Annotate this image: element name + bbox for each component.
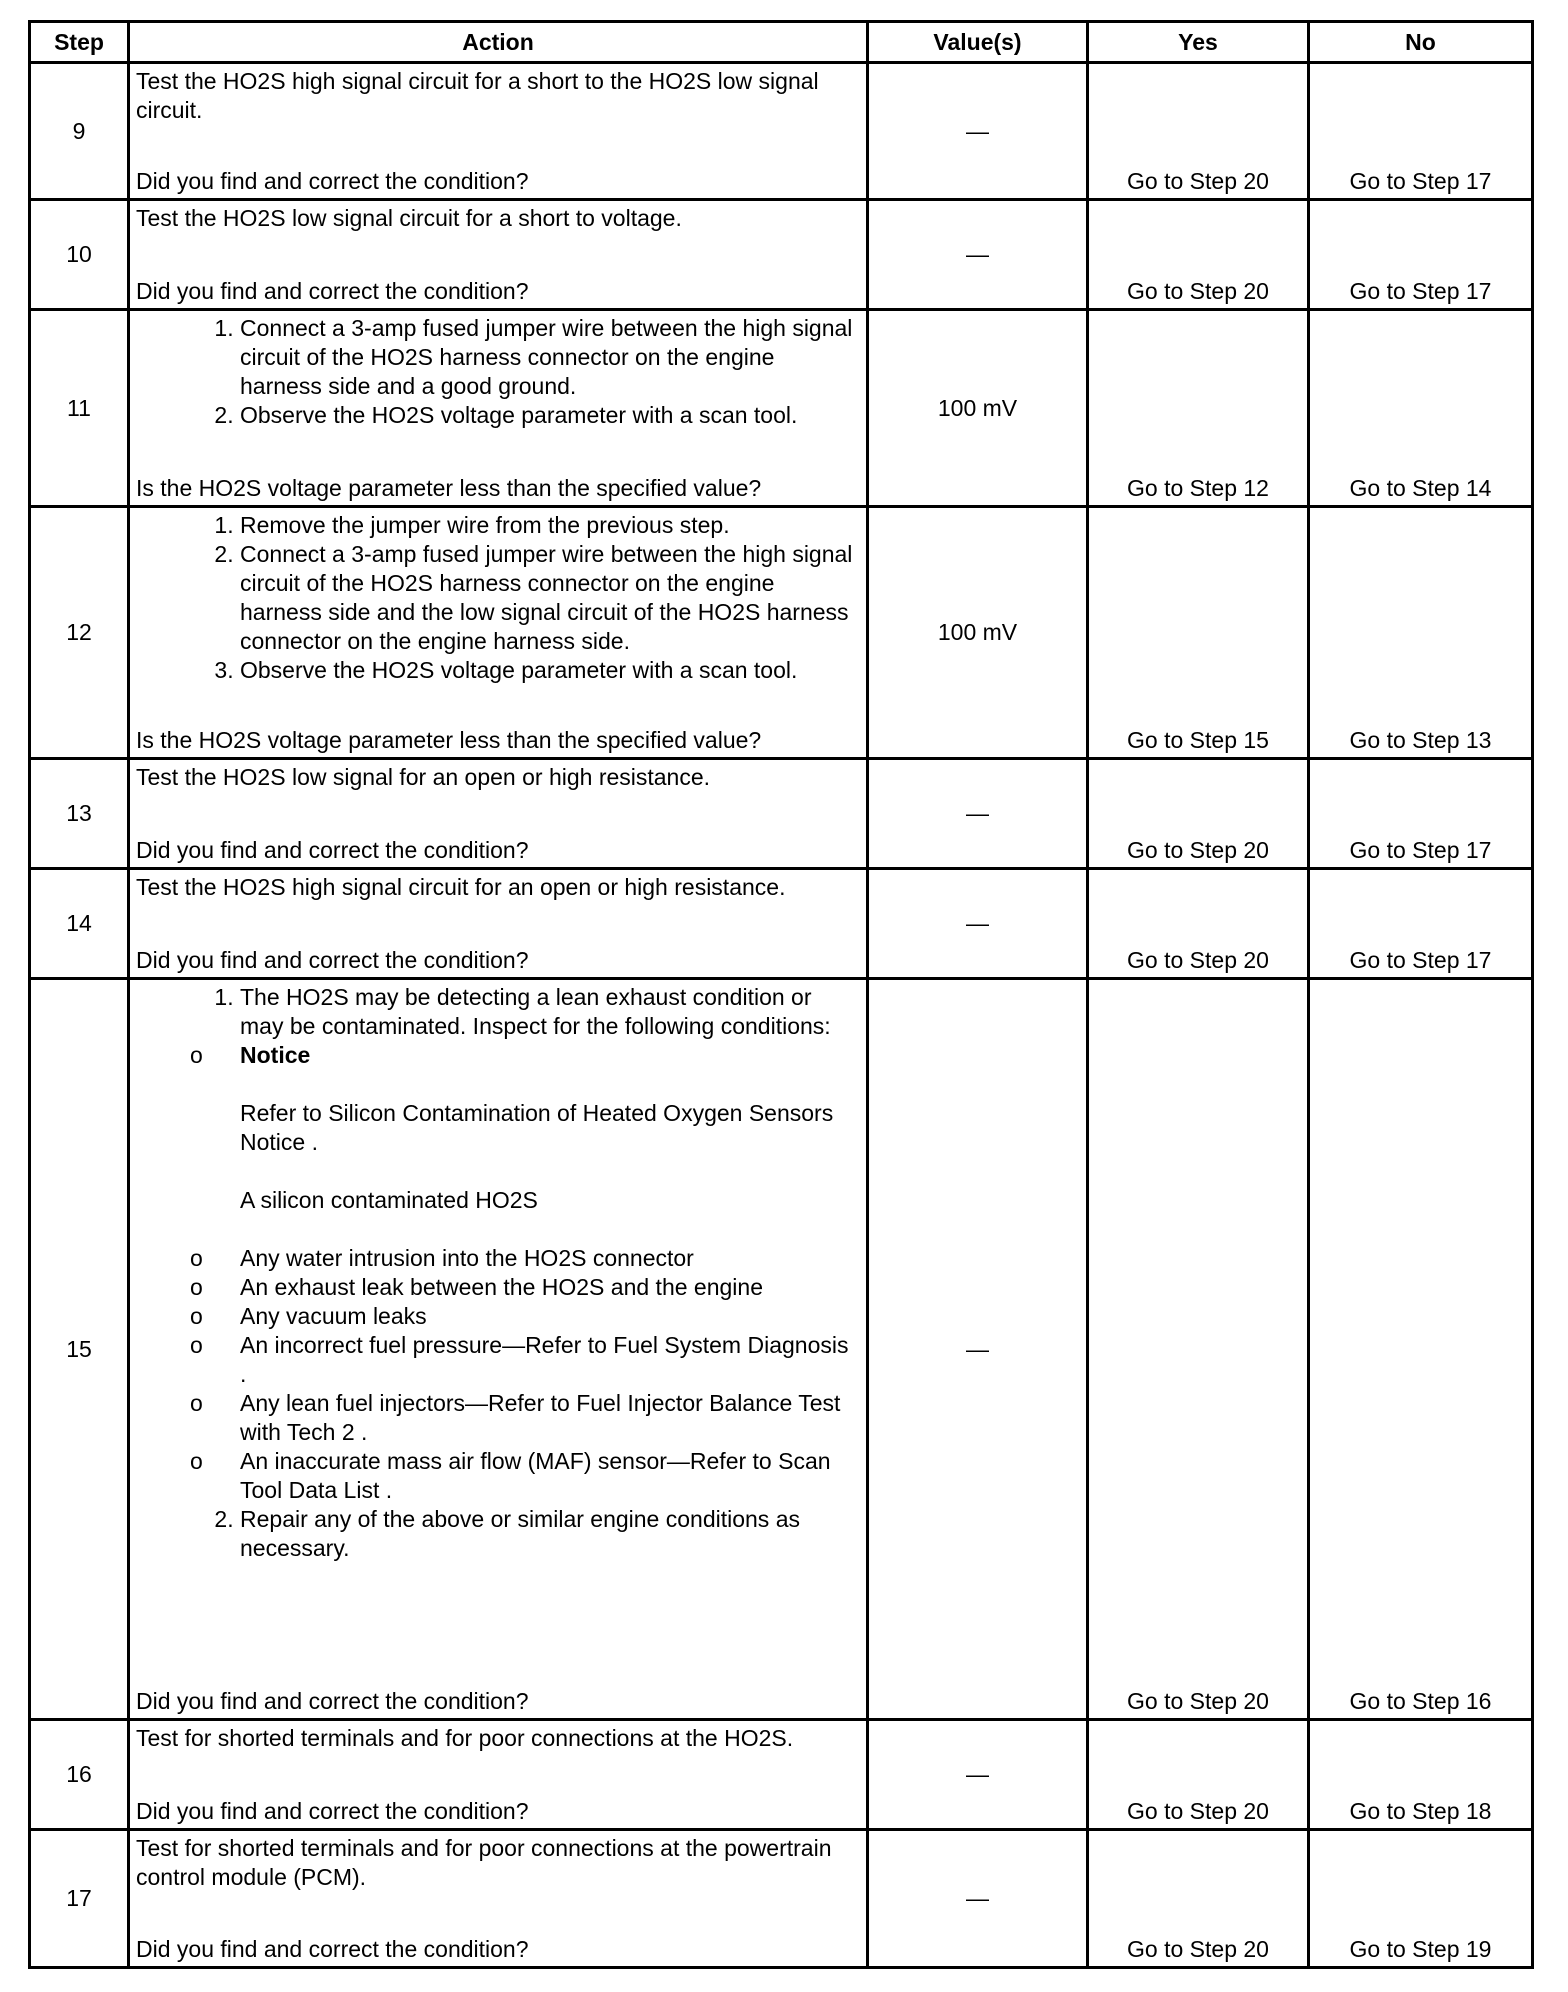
yes-goto: Go to Step 20 <box>1127 168 1269 194</box>
step-number: 15 <box>30 979 129 1720</box>
no-goto: Go to Step 17 <box>1349 168 1492 194</box>
list-item-text: The HO2S may be detecting a lean exhaust condition or may be contaminated. Inspect for the following conditions: <box>240 984 831 1039</box>
value-cell: 100 mV <box>868 310 1088 507</box>
yes-cell <box>1088 63 1309 200</box>
action-cell <box>129 63 868 200</box>
action-question: Did you find and correct the condition? <box>136 278 529 304</box>
value-cell: — <box>868 200 1088 310</box>
header-action: Action <box>129 22 868 63</box>
step-number: 14 <box>30 869 129 979</box>
yes-goto: Go to Step 20 <box>1127 947 1269 973</box>
condition-list <box>190 1041 860 1505</box>
condition-text: Any vacuum leaks <box>240 1303 427 1329</box>
yes-goto: Go to Step 12 <box>1127 475 1269 501</box>
condition-text: Any water intrusion into the HO2S connector <box>240 1245 694 1271</box>
bullet-glyph: o <box>190 1448 203 1474</box>
action-question: Did you find and correct the condition? <box>136 837 529 863</box>
value-cell: 100 mV <box>868 507 1088 759</box>
table-row <box>30 200 1533 310</box>
list-item <box>190 983 860 1505</box>
condition-item <box>140 1389 860 1447</box>
action-cell <box>129 310 868 507</box>
no-cell <box>1309 310 1533 507</box>
condition-text: An inaccurate mass air flow (MAF) sensor—Refer to Scan Tool Data List . <box>240 1448 831 1503</box>
yes-cell <box>1088 1720 1309 1830</box>
notice-item <box>140 1041 860 1244</box>
no-goto: Go to Step 14 <box>1349 475 1492 501</box>
action-question: Did you find and correct the condition? <box>136 1936 529 1962</box>
action-question: Did you find and correct the condition? <box>136 947 529 973</box>
no-goto: Go to Step 16 <box>1349 1688 1492 1714</box>
table-row <box>30 507 1533 759</box>
list-item: 3. Observe the HO2S voltage parameter with a scan tool. <box>240 656 860 685</box>
action-cell <box>129 759 868 869</box>
no-cell <box>1309 200 1533 310</box>
no-cell <box>1309 1830 1533 1968</box>
value-cell: — <box>868 869 1088 979</box>
header-no: No <box>1309 22 1533 63</box>
yes-goto: Go to Step 15 <box>1127 727 1269 753</box>
condition-item <box>140 1302 860 1331</box>
action-text: Test for shorted terminals and for poor connections at the powertrain control module (PCM). <box>136 1835 832 1890</box>
no-cell <box>1309 1720 1533 1830</box>
step-number: 10 <box>30 200 129 310</box>
step-number: 11 <box>30 310 129 507</box>
no-goto: Go to Step 13 <box>1349 727 1492 753</box>
yes-goto: Go to Step 20 <box>1127 278 1269 304</box>
action-text: Test the HO2S low signal circuit for a short to voltage. <box>136 205 682 231</box>
step-number: 17 <box>30 1830 129 1968</box>
action-cell <box>129 979 868 1720</box>
yes-cell <box>1088 759 1309 869</box>
list-item: 2. Connect a 3-amp fused jumper wire between the high signal circuit of the HO2S harness connector on the engine harness side and the low signal circuit of the HO2S harness connector on the engine harness side. <box>240 540 860 656</box>
table-row <box>30 63 1533 200</box>
bullet-glyph: o <box>190 1332 203 1358</box>
value-cell: — <box>868 63 1088 200</box>
yes-cell <box>1088 979 1309 1720</box>
action-question: Is the HO2S voltage parameter less than the specified value? <box>136 475 762 501</box>
header-row <box>30 22 1533 63</box>
table-row <box>30 979 1533 1720</box>
table-row <box>30 759 1533 869</box>
header-values: Value(s) <box>868 22 1088 63</box>
no-cell <box>1309 869 1533 979</box>
yes-goto: Go to Step 20 <box>1127 1798 1269 1824</box>
action-cell <box>129 507 868 759</box>
condition-item <box>140 1273 860 1302</box>
yes-cell <box>1088 1830 1309 1968</box>
action-question: Is the HO2S voltage parameter less than the specified value? <box>136 727 762 753</box>
yes-cell <box>1088 200 1309 310</box>
yes-goto: Go to Step 20 <box>1127 837 1269 863</box>
action-question: Did you find and correct the condition? <box>136 1688 529 1714</box>
action-question: Did you find and correct the condition? <box>136 168 529 194</box>
action-text: Test for shorted terminals and for poor connections at the HO2S. <box>136 1725 794 1751</box>
yes-cell <box>1088 310 1309 507</box>
notice-reference: Refer to Silicon Contamination of Heated Oxygen Sensors Notice . <box>240 1100 834 1155</box>
no-goto: Go to Step 17 <box>1349 947 1492 973</box>
no-goto: Go to Step 18 <box>1349 1798 1492 1824</box>
condition-item <box>140 1244 860 1273</box>
step-number: 16 <box>30 1720 129 1830</box>
table-row <box>30 310 1533 507</box>
list-item: 2. Observe the HO2S voltage parameter with a scan tool. <box>240 401 860 430</box>
yes-goto: Go to Step 20 <box>1127 1936 1269 1962</box>
action-cell <box>129 1830 868 1968</box>
yes-cell <box>1088 507 1309 759</box>
step-number: 13 <box>30 759 129 869</box>
condition-text: An incorrect fuel pressure—Refer to Fuel System Diagnosis . <box>240 1332 849 1387</box>
action-steps-list <box>136 983 860 1563</box>
notice-title: Notice <box>240 1042 311 1068</box>
step-number: 9 <box>30 63 129 200</box>
condition-item <box>140 1447 860 1505</box>
table-row <box>30 869 1533 979</box>
list-item: 1. Remove the jumper wire from the previous step. <box>240 511 860 540</box>
notice-text: A silicon contaminated HO2S <box>240 1187 538 1213</box>
header-step: Step <box>30 22 129 63</box>
value-cell: — <box>868 1830 1088 1968</box>
action-steps-list <box>136 314 860 430</box>
action-steps-list <box>136 511 860 685</box>
action-text: Test the HO2S low signal for an open or high resistance. <box>136 764 711 790</box>
bullet-glyph: o <box>190 1303 203 1329</box>
action-cell <box>129 869 868 979</box>
no-goto: Go to Step 17 <box>1349 278 1492 304</box>
action-text: Test the HO2S high signal circuit for a short to the HO2S low signal circuit. <box>136 68 819 123</box>
no-cell <box>1309 759 1533 869</box>
no-cell <box>1309 507 1533 759</box>
bullet-glyph: o <box>190 1245 203 1271</box>
yes-goto: Go to Step 20 <box>1127 1688 1269 1714</box>
table-row <box>30 1720 1533 1830</box>
no-goto: Go to Step 17 <box>1349 837 1492 863</box>
list-item: 1. Connect a 3-amp fused jumper wire between the high signal circuit of the HO2S harness connector on the engine harness side and a good ground. <box>240 314 860 401</box>
value-cell: — <box>868 979 1088 1720</box>
condition-text: An exhaust leak between the HO2S and the engine <box>240 1274 763 1300</box>
no-cell <box>1309 63 1533 200</box>
bullet-glyph: o <box>190 1042 203 1068</box>
no-goto: Go to Step 19 <box>1349 1936 1492 1962</box>
table-row <box>30 1830 1533 1968</box>
action-cell <box>129 1720 868 1830</box>
action-question: Did you find and correct the condition? <box>136 1798 529 1824</box>
header-yes: Yes <box>1088 22 1309 63</box>
value-cell: — <box>868 1720 1088 1830</box>
yes-cell <box>1088 869 1309 979</box>
list-item: 2. Repair any of the above or similar engine conditions as necessary. <box>240 1505 860 1563</box>
bullet-glyph: o <box>190 1274 203 1300</box>
action-cell <box>129 200 868 310</box>
value-cell: — <box>868 759 1088 869</box>
bullet-glyph: o <box>190 1390 203 1416</box>
diagnostic-table <box>28 20 1534 1969</box>
action-text: Test the HO2S high signal circuit for an open or high resistance. <box>136 874 786 900</box>
no-cell <box>1309 979 1533 1720</box>
condition-text: Any lean fuel injectors—Refer to Fuel Injector Balance Test with Tech 2 . <box>240 1390 841 1445</box>
condition-item <box>140 1331 860 1389</box>
step-number: 12 <box>30 507 129 759</box>
